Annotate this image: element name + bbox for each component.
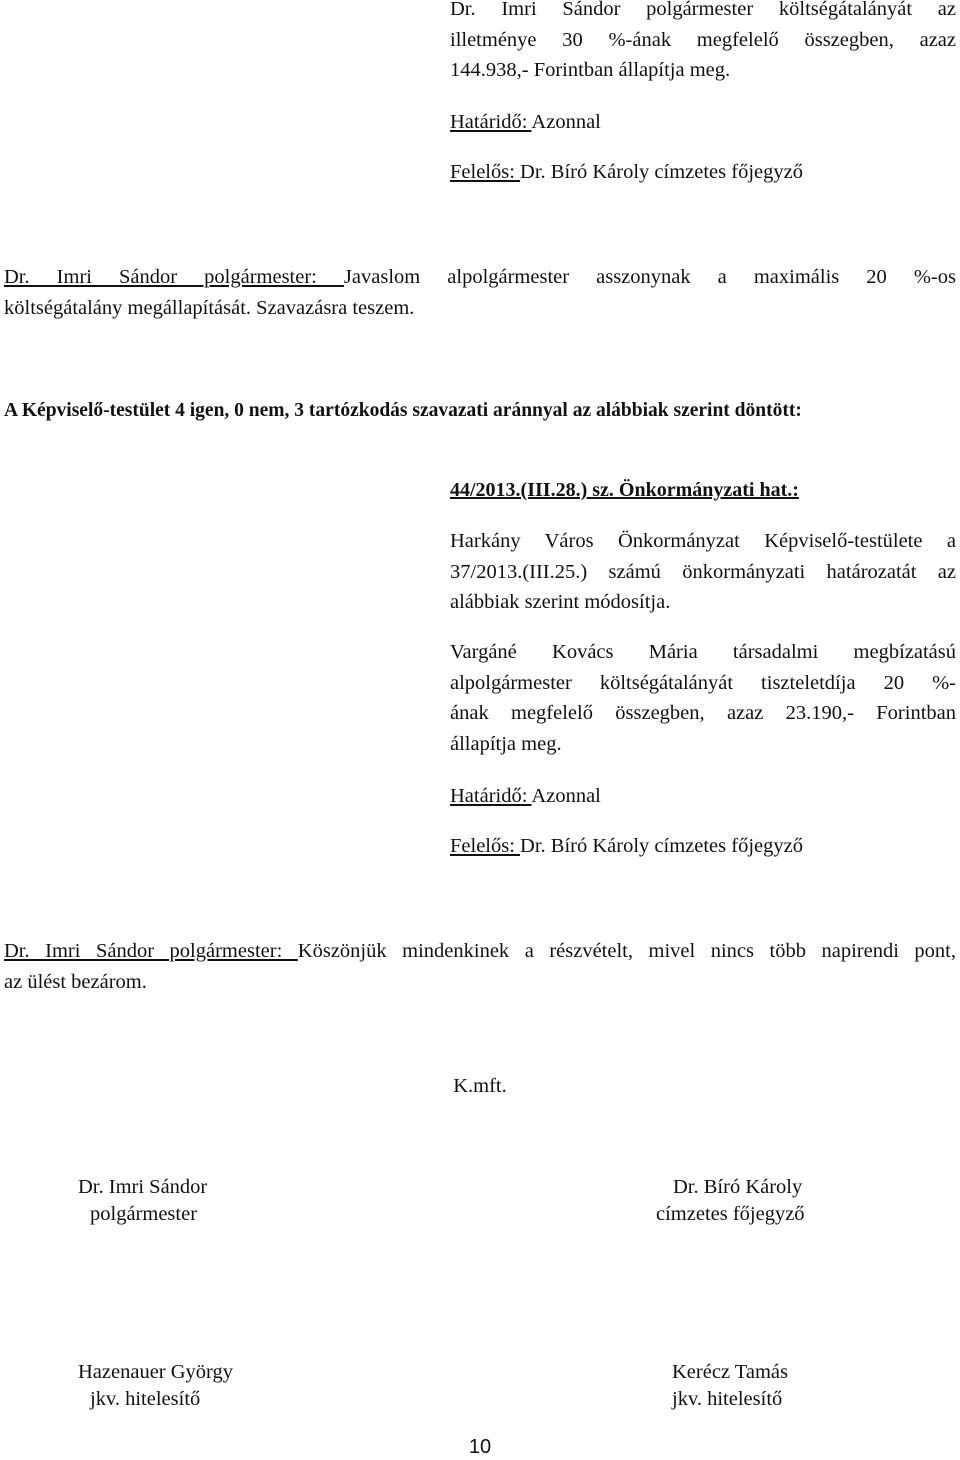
closing-line-2: az ülést bezárom. bbox=[4, 970, 147, 993]
authenticator-title: jkv. hitelesítő bbox=[90, 1388, 201, 1410]
closing-paragraph bbox=[4, 936, 956, 997]
signature-name: Dr. Imri Sándor bbox=[78, 1176, 208, 1198]
closing-speaker: Dr. Imri Sándor polgármester: bbox=[4, 940, 298, 962]
closing-line-1: Köszönjük mindenkinek a részvételt, mivel nincs több napirendi pont, bbox=[297, 940, 956, 962]
signature-title: címzetes főjegyző bbox=[656, 1203, 805, 1225]
resolution-paragraph-2 bbox=[450, 637, 956, 759]
resolution-title: 44/2013.(III.28.) sz. Önkormányzati hat.: bbox=[450, 479, 799, 501]
signature-name: Dr. Bíró Károly bbox=[673, 1176, 803, 1198]
top-para-line-3: 144.938,- Forintban állapítja meg. bbox=[450, 59, 731, 81]
deadline-value: Azonnal bbox=[531, 111, 601, 133]
authenticator-name: Hazenauer György bbox=[78, 1361, 234, 1383]
top-para-line-1: Dr. Imri Sándor polgármester költségátalányát az bbox=[450, 0, 956, 20]
resolution-p1-line-2: 37/2013.(III.25.) számú önkormányzati határozatát az bbox=[450, 560, 956, 583]
top-deadline bbox=[450, 107, 956, 138]
top-para-line-2: illetménye 30 %-ának megfelelő összegben, azaz bbox=[450, 28, 956, 51]
top-responsible bbox=[450, 157, 956, 188]
deadline-label: Határidő: bbox=[450, 785, 532, 807]
signature-mayor bbox=[78, 1174, 278, 1228]
vote-statement: A Képviselő-testület 4 igen, 0 nem, 3 tartózkodás szavazati aránnyal az alábbiak szerint döntött: bbox=[4, 400, 802, 421]
top-paragraph bbox=[450, 0, 956, 86]
resolution-p2-line-1: Vargáné Kovács Mária társadalmi megbízatású bbox=[450, 641, 956, 663]
resolution-p2-line-2: alpolgármester költségátalányát tiszteletdíja 20 %- bbox=[450, 671, 956, 694]
signature-notary bbox=[656, 1174, 856, 1228]
proposal-line-2: költségátalány megállapítását. Szavazásra teszem. bbox=[4, 296, 415, 319]
responsible-label: Felelős: bbox=[450, 161, 521, 183]
resolution-paragraph-1 bbox=[450, 526, 956, 618]
resolution-p2-line-4: állapítja meg. bbox=[450, 732, 562, 755]
proposal-speaker: Dr. Imri Sándor polgármester: bbox=[4, 266, 344, 288]
authenticator-title: jkv. hitelesítő bbox=[672, 1388, 783, 1410]
resolution-deadline bbox=[450, 781, 956, 812]
resolution-p2-line-3: ának megfelelő összegben, azaz 23.190,- Forintban bbox=[450, 702, 956, 724]
resolution-responsible bbox=[450, 831, 956, 862]
proposal-paragraph bbox=[4, 262, 956, 323]
authenticator-name: Kerécz Tamás bbox=[672, 1361, 788, 1383]
deadline-value: Azonnal bbox=[531, 785, 601, 807]
resolution-p1-line-1: Harkány Város Önkormányzat Képviselő-testülete a bbox=[450, 530, 956, 552]
authenticator-right bbox=[672, 1359, 892, 1413]
page-number: 10 bbox=[468, 1436, 492, 1458]
resolution-p1-line-3: alábbiak szerint módosítja. bbox=[450, 591, 671, 613]
authenticator-left bbox=[78, 1359, 298, 1413]
responsible-value: Dr. Bíró Károly címzetes főjegyző bbox=[520, 835, 803, 857]
proposal-line-1: Javaslom alpolgármester asszonynak a maximális 20 %-os bbox=[343, 266, 956, 288]
kmft: K.mft. bbox=[453, 1075, 507, 1097]
responsible-label: Felelős: bbox=[450, 835, 521, 857]
deadline-label: Határidő: bbox=[450, 111, 532, 133]
signature-title: polgármester bbox=[90, 1203, 198, 1225]
responsible-value: Dr. Bíró Károly címzetes főjegyző bbox=[520, 161, 803, 183]
